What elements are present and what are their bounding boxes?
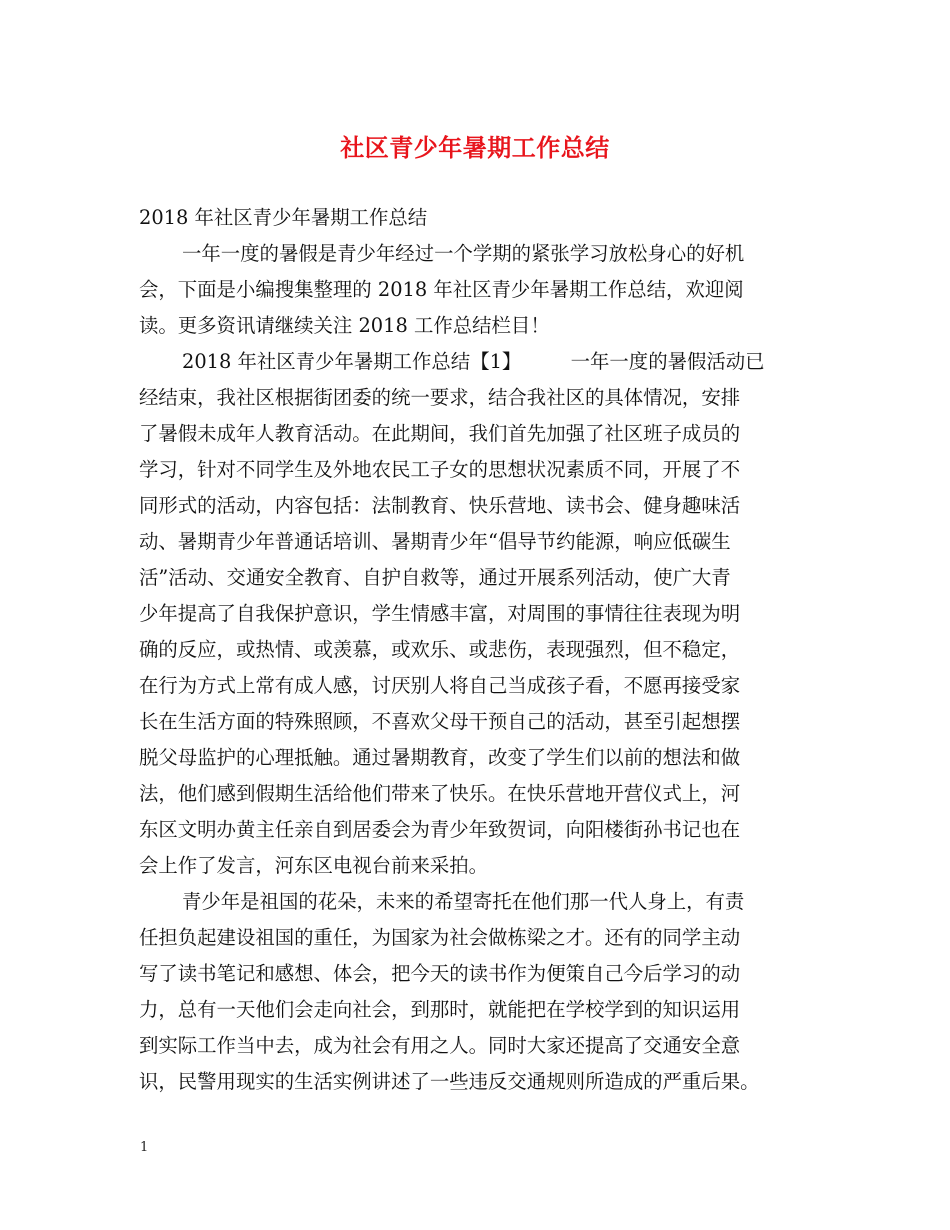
document-title: 社区青少年暑期工作总结 [340,134,610,162]
text-line: 读。更多资讯请继续关注 2018 工作总结栏目！ [139,314,550,337]
text-line: 2018 年社区青少年暑期工作总结 [139,206,428,229]
text-line: 同形式的活动，内容包括：法制教育、快乐营地、读书会、健身趣味活 [139,494,741,517]
text-line: 会上作了发言，河东区电视台前来采拍。 [139,854,489,877]
text-line: 写了读书笔记和感想、体会，把今天的读书作为便策自己今后学习的动 [139,962,741,985]
text-line: 东区文明办黄主任亲自到居委会为青少年致贺词，向阳楼街孙书记也在 [139,818,741,841]
page-number: 1 [140,1140,149,1155]
text-line: 少年提高了自我保护意识，学生情感丰富，对周围的事情往往表现为明 [139,602,741,625]
text-line: 确的反应，或热情、或羡慕，或欢乐、或悲伤，表现强烈，但不稳定， [139,638,741,661]
text-line: 活”活动、交通安全教育、自护自救等，通过开展系列活动，使广大青 [139,566,731,589]
text-line: 识，民警用现实的生活实例讲述了一些违反交通规则所造成的严重后果。 [139,1070,760,1093]
text-line: 青少年是祖国的花朵，未来的希望寄托在他们那一代人身上，有责 [182,890,745,913]
text-line: 学习，针对不同学生及外地农民工子女的思想状况素质不同，开展了不 [139,458,741,481]
text-line: 力，总有一天他们会走向社会，到那时，就能把在学校学到的知识运用 [139,998,741,1021]
text-line: 到实际工作当中去，成为社会有用之人。同时大家还提高了交通安全意 [139,1034,741,1057]
text-line: 任担负起建设祖国的重任，为国家为社会做栋梁之才。还有的同学主动 [139,926,741,949]
text-line: 脱父母监护的心理抵触。通过暑期教育，改变了学生们以前的想法和做 [139,746,741,769]
text-line: 2018 年社区青少年暑期工作总结【1】 一年一度的暑假活动已 [182,350,765,373]
text-line: 法，他们感到假期生活给他们带来了快乐。在快乐营地开营仪式上，河 [139,782,741,805]
text-line: 经结束，我社区根据街团委的统一要求，结合我社区的具体情况，安排 [139,386,741,409]
text-line: 了暑假未成年人教育活动。在此期间，我们首先加强了社区班子成员的 [139,422,741,445]
text-line: 动、暑期青少年普通话培训、暑期青少年“倡导节约能源，响应低碳生 [139,530,731,553]
text-line: 一年一度的暑假是青少年经过一个学期的紧张学习放松身心的好机 [182,242,745,265]
document-body [139,200,829,1100]
text-line: 长在生活方面的特殊照顾，不喜欢父母干预自己的活动，甚至引起想摆 [139,710,741,733]
text-line: 在行为方式上常有成人感，讨厌别人将自己当成孩子看，不愿再接受家 [139,674,741,697]
text-line: 会，下面是小编搜集整理的 2018 年社区青少年暑期工作总结，欢迎阅 [139,278,744,301]
